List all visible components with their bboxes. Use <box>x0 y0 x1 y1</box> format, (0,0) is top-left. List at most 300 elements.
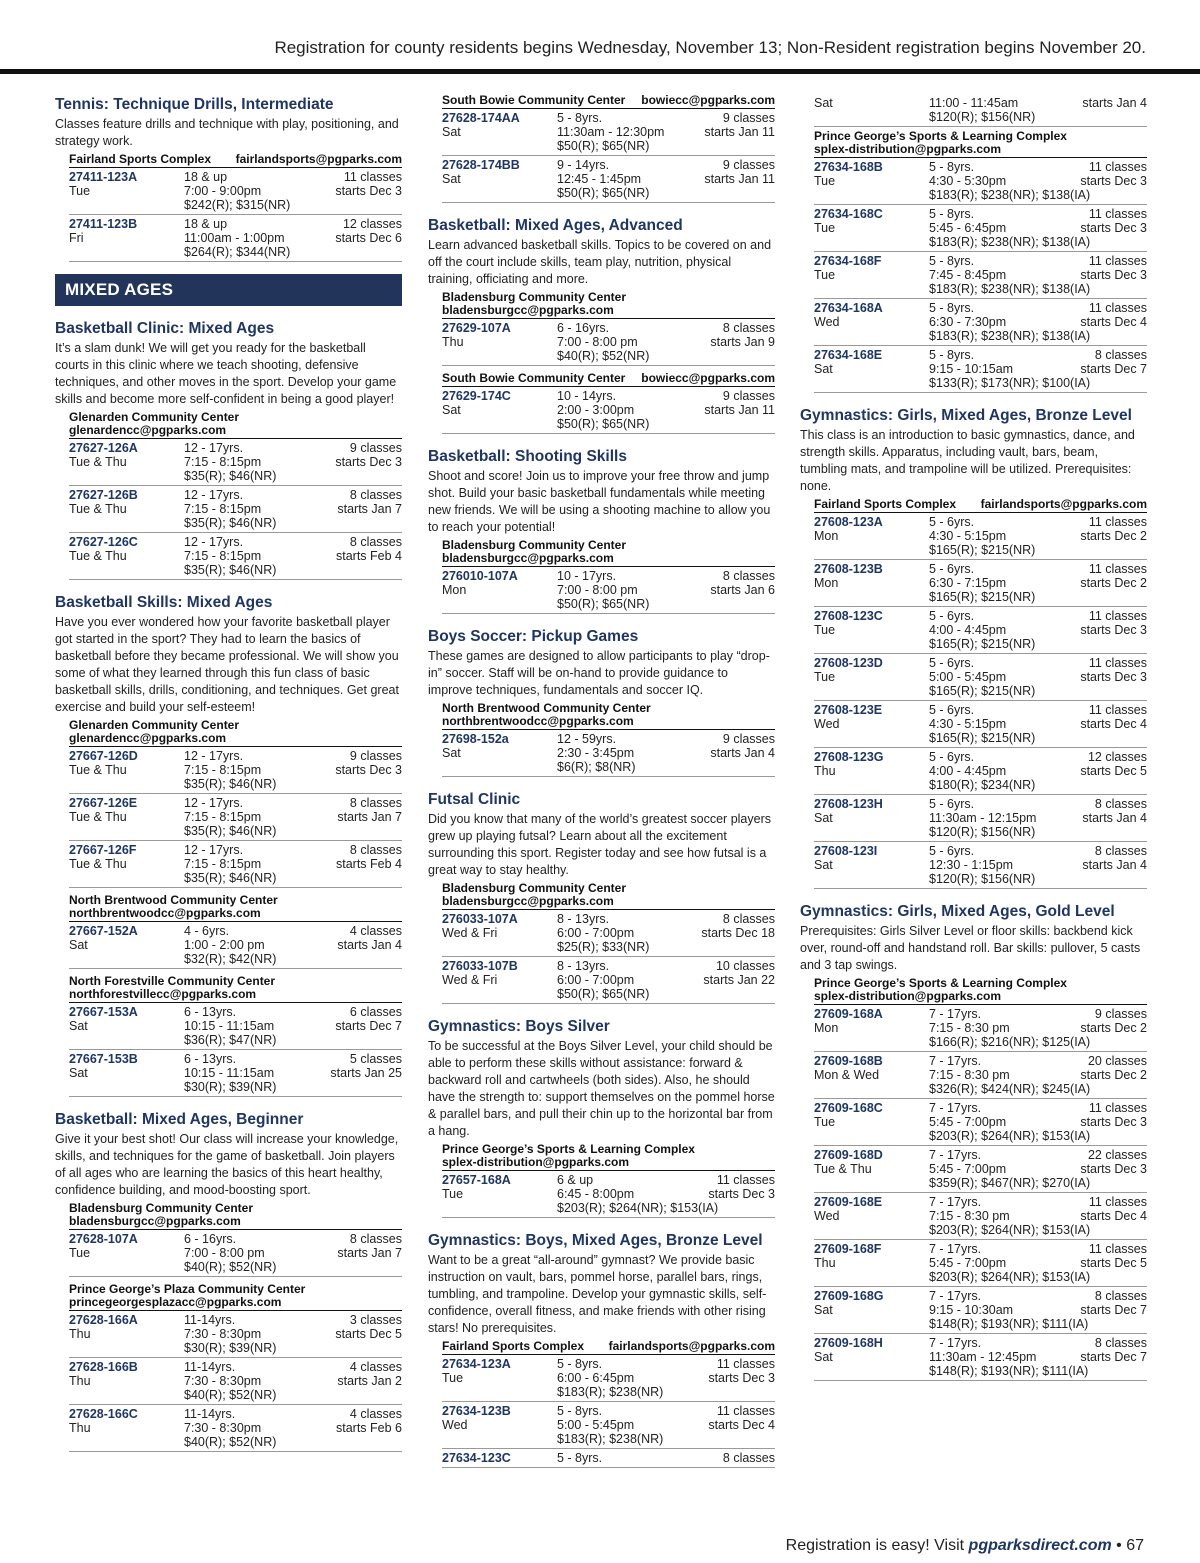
class-fee: $183(R); $238(NR) <box>557 1385 664 1399</box>
class-fee: $165(R); $215(NR) <box>929 590 1036 604</box>
class-count: 4 classes <box>349 924 402 938</box>
class-count: 11 classes <box>1088 1242 1147 1256</box>
class-count: 8 classes <box>1094 348 1147 362</box>
class-code[interactable]: 27667-152A <box>69 924 138 938</box>
location-email[interactable]: northforestvillecc@pgparks.com <box>69 987 257 1001</box>
class-code[interactable]: 27667-126E <box>69 796 138 810</box>
location-block <box>69 894 402 969</box>
schedule-row <box>814 748 1147 795</box>
class-fee: $148(R); $193(NR); $111(IA) <box>929 1317 1089 1331</box>
location-name: Prince George’s Sports & Learning Complex <box>814 976 1067 990</box>
age-range: 5 - 6yrs. <box>929 609 975 623</box>
class-code[interactable]: 27634-123C <box>442 1451 511 1465</box>
schedule-row <box>814 795 1147 842</box>
location-email[interactable]: northbrentwoodcc@pgparks.com <box>442 714 634 728</box>
course-description: Shoot and score! Join us to improve your free throw and jump shot. Build your basic basketball fundamentals while meeting new friends. We will be using a shooting machine to allow you to reach your potential! <box>428 469 771 534</box>
start-date: starts Dec 4 <box>708 1418 775 1432</box>
start-date: starts Dec 7 <box>1080 362 1147 376</box>
class-time: 7:15 - 8:15pm <box>184 502 262 516</box>
schedule-row <box>814 205 1147 252</box>
class-time: 11:00 - 11:45am <box>929 96 1019 110</box>
class-time: 7:30 - 8:30pm <box>184 1421 262 1435</box>
location-email[interactable]: bladensburgcc@pgparks.com <box>69 1214 241 1228</box>
age-range: 6 - 16yrs. <box>557 321 610 335</box>
class-time: 4:00 - 4:45pm <box>929 764 1007 778</box>
schedule-row <box>442 156 775 203</box>
location-header <box>442 882 775 910</box>
age-range: 5 - 8yrs. <box>929 207 975 221</box>
class-fee: $203(R); $264(NR); $153(IA) <box>557 1201 719 1215</box>
class-time: 10:15 - 11:15am <box>184 1066 275 1080</box>
age-range: 6 - 16yrs. <box>184 1232 237 1246</box>
class-day: Thu <box>69 1421 91 1435</box>
class-code[interactable]: 27628-174BB <box>442 158 520 172</box>
class-code[interactable]: 27627-126C <box>69 535 138 549</box>
age-range: 5 - 8yrs. <box>557 1357 603 1371</box>
class-time: 7:15 - 8:15pm <box>184 763 262 777</box>
class-day: Tue <box>814 623 836 637</box>
location-email[interactable]: bladensburgcc@pgparks.com <box>442 894 614 908</box>
schedule-row <box>442 109 775 156</box>
class-code[interactable]: 27698-152a <box>442 732 509 746</box>
location-name: Bladensburg Community Center <box>442 538 627 552</box>
location-email[interactable]: glenardencc@pgparks.com <box>69 731 227 745</box>
class-count: 3 classes <box>349 1313 402 1327</box>
start-date: starts Dec 4 <box>1080 315 1147 329</box>
class-fee: $165(R); $215(NR) <box>929 731 1036 745</box>
class-time: 7:15 - 8:30 pm <box>929 1021 1010 1035</box>
class-fee: $40(R); $52(NR) <box>184 1260 277 1274</box>
start-date: starts Jan 9 <box>710 335 775 349</box>
schedule-row <box>442 387 775 434</box>
location-name: North Brentwood Community Center <box>442 701 651 715</box>
class-time: 6:45 - 8:00pm <box>557 1187 635 1201</box>
start-date: starts Jan 11 <box>704 403 775 417</box>
location-email[interactable]: splex-distribution@pgparks.com <box>814 989 1002 1003</box>
schedule-row <box>442 910 775 957</box>
start-date: starts Dec 3 <box>1080 174 1147 188</box>
class-time: 9:15 - 10:30am <box>929 1303 1014 1317</box>
course-description: It’s a slam dunk! We will get you ready for the basketball courts in this clinic where we teach shooting, defensive techniques, and other moves in the sport. Develop your game skills and become more self-confident in being a good player! <box>55 341 397 406</box>
start-date: starts Dec 2 <box>1080 1068 1147 1082</box>
course-title: Gymnastics: Boys Silver <box>428 1018 610 1035</box>
location-email[interactable]: fairlandsports@pgparks.com <box>608 1339 775 1353</box>
class-code[interactable]: 27634-123A <box>442 1357 511 1371</box>
class-code[interactable]: 27667-126D <box>69 749 138 763</box>
location-email[interactable]: princegeorgesplazacc@pgparks.com <box>69 1295 282 1309</box>
class-code[interactable]: 27634-168F <box>814 254 882 268</box>
location-header <box>69 411 402 439</box>
class-code[interactable]: 27667-153A <box>69 1005 138 1019</box>
class-time: 7:00 - 8:00 pm <box>557 335 638 349</box>
registration-banner-text: Registration for county residents begins Wednesday, November 13; Non-Resident registration begins November 20. <box>274 38 1146 57</box>
class-time: 5:45 - 7:00pm <box>929 1256 1007 1270</box>
schedule-row <box>814 560 1147 607</box>
schedule-row <box>814 1193 1147 1240</box>
class-code[interactable]: 27667-153B <box>69 1052 138 1066</box>
column-2 <box>428 94 775 1468</box>
location-header <box>442 291 775 319</box>
class-day: Thu <box>814 764 836 778</box>
age-range: 7 - 17yrs. <box>929 1101 982 1115</box>
location-email[interactable]: fairlandsports@pgparks.com <box>980 497 1147 511</box>
class-code[interactable]: 27628-107A <box>69 1232 138 1246</box>
age-range: 5 - 6yrs. <box>929 750 975 764</box>
schedule-row <box>814 252 1147 299</box>
start-date: starts Jan 4 <box>1082 811 1147 825</box>
class-day: Mon <box>814 1021 839 1035</box>
class-day: Tue <box>814 221 836 235</box>
class-time: 7:30 - 8:30pm <box>184 1374 262 1388</box>
class-time: 7:30 - 8:30pm <box>184 1327 262 1341</box>
class-code[interactable]: 27629-174C <box>442 389 511 403</box>
class-count: 4 classes <box>349 1360 402 1374</box>
class-code[interactable]: 27609-168D <box>814 1148 883 1162</box>
start-date: starts Feb 4 <box>336 549 402 563</box>
schedule-row <box>69 486 402 533</box>
schedule-row <box>442 567 775 614</box>
class-code[interactable]: 27609-168A <box>814 1007 883 1021</box>
start-date: starts Dec 5 <box>335 1327 402 1341</box>
schedule-row <box>814 1099 1147 1146</box>
course-description: Did you know that many of the world’s greatest soccer players grew up playing futsal? Learn about all the excitement surrounding this sport. Register today and see how futsal is a great way to stay healthy. <box>428 812 771 877</box>
class-code[interactable]: 27411-123B <box>69 217 138 231</box>
class-code[interactable]: 27628-166A <box>69 1313 138 1327</box>
class-day: Wed <box>814 1209 840 1223</box>
class-fee: $35(R); $46(NR) <box>184 777 277 791</box>
class-count: 11 classes <box>1088 1195 1147 1209</box>
course-description: Learn advanced basketball skills. Topics to be covered on and off the court include skills, team play, nutrition, physical training, officiating and more. <box>428 238 772 286</box>
location-name: Prince George’s Sports & Learning Complex <box>814 129 1067 143</box>
class-count: 11 classes <box>716 1357 775 1371</box>
course-title: Futsal Clinic <box>428 791 521 808</box>
class-day: Tue <box>442 1371 464 1385</box>
location-email[interactable]: bladensburgcc@pgparks.com <box>442 551 614 565</box>
class-code[interactable]: 276010-107A <box>442 569 518 583</box>
class-day: Wed <box>442 1418 468 1432</box>
class-code[interactable]: 27608-123A <box>814 515 883 529</box>
class-fee: $326(R); $424(NR); $245(IA) <box>929 1082 1091 1096</box>
class-day: Tue & Thu <box>69 502 127 516</box>
course-description: Have you ever wondered how your favorite basketball player got started in the sport? They had to learn the basics of basketball before they became professional. We will show you some of what they learned through this fun class of basic basketball skills, drills, conditioning, and techniques. Get great exercise and build your self-esteem! <box>55 615 399 714</box>
class-day: Sat <box>814 96 833 110</box>
column-3 <box>800 94 1147 1381</box>
class-day: Mon <box>814 529 839 543</box>
class-code[interactable]: 27634-168C <box>814 207 883 221</box>
location-email[interactable]: bladensburgcc@pgparks.com <box>442 303 614 317</box>
start-date: starts Dec 3 <box>1080 623 1147 637</box>
age-range: 7 - 17yrs. <box>929 1336 982 1350</box>
class-time: 6:30 - 7:30pm <box>929 315 1007 329</box>
class-count: 6 classes <box>349 1005 402 1019</box>
class-code[interactable]: 27608-123E <box>814 703 883 717</box>
class-fee: $148(R); $193(NR); $111(IA) <box>929 1364 1089 1378</box>
start-date: starts Jan 11 <box>704 172 775 186</box>
age-range: 18 & up <box>184 217 228 231</box>
location-block <box>442 291 775 366</box>
class-day: Tue <box>814 670 836 684</box>
age-range: 7 - 17yrs. <box>929 1289 982 1303</box>
class-count: 8 classes <box>1094 797 1147 811</box>
location-block <box>69 719 402 888</box>
schedule-row <box>69 215 402 262</box>
class-fee: $6(R); $8(NR) <box>557 760 636 774</box>
schedule-row <box>814 701 1147 748</box>
class-code[interactable]: 27608-123I <box>814 844 878 858</box>
class-count: 8 classes <box>349 796 402 810</box>
class-count: 12 classes <box>342 217 402 231</box>
location-name: Prince George’s Sports & Learning Complex <box>442 1142 695 1156</box>
location-name: Prince George’s Plaza Community Center <box>69 1282 306 1296</box>
schedule-row <box>814 1005 1147 1052</box>
class-count: 9 classes <box>722 111 775 125</box>
class-day: Sat <box>69 938 88 952</box>
location-block <box>442 882 775 1004</box>
class-code[interactable]: 27634-168B <box>814 160 883 174</box>
class-count: 8 classes <box>349 1232 402 1246</box>
class-fee: $359(R); $467(NR); $270(IA) <box>929 1176 1091 1190</box>
age-range: 5 - 8yrs. <box>557 1404 603 1418</box>
class-count: 11 classes <box>1088 656 1147 670</box>
class-fee: $50(R); $65(NR) <box>557 186 650 200</box>
start-date: starts Jan 4 <box>710 746 775 760</box>
class-code[interactable]: 27609-168G <box>814 1289 884 1303</box>
class-code[interactable]: 276033-107A <box>442 912 518 926</box>
location-header <box>442 539 775 567</box>
class-code[interactable]: 27609-168E <box>814 1195 883 1209</box>
class-time: 6:00 - 7:00pm <box>557 926 635 940</box>
class-count: 11 classes <box>1088 160 1147 174</box>
schedule-row <box>69 1311 402 1358</box>
age-range: 12 - 17yrs. <box>184 749 244 763</box>
location-header <box>814 498 1147 513</box>
location-email[interactable]: splex-distribution@pgparks.com <box>442 1155 630 1169</box>
class-code[interactable]: 27628-166C <box>69 1407 138 1421</box>
class-fee: $35(R); $46(NR) <box>184 563 277 577</box>
class-count: 8 classes <box>722 321 775 335</box>
class-code[interactable]: 27608-123G <box>814 750 884 764</box>
course-description: To be successful at the Boys Silver Level, your child should be able to perform these skills without assistance: forward & backward roll and cartwheels (both sides). Also, he should have the strength to: support themselves on the pommel horse & parallel bars, and pull their chin up to the horizontal bar from a hang. <box>428 1039 775 1138</box>
class-code[interactable]: 27657-168A <box>442 1173 511 1187</box>
class-fee: $30(R); $39(NR) <box>184 1341 277 1355</box>
age-range: 7 - 17yrs. <box>929 1054 982 1068</box>
location-email[interactable]: splex-distribution@pgparks.com <box>814 142 1002 156</box>
class-code[interactable]: 27667-126F <box>69 843 137 857</box>
class-code[interactable]: 27609-168F <box>814 1242 882 1256</box>
class-fee: $50(R); $65(NR) <box>557 139 650 153</box>
class-day: Sat <box>814 362 833 376</box>
location-header <box>814 977 1147 1005</box>
location-header <box>814 130 1147 158</box>
course-title: Basketball Skills: Mixed Ages <box>55 594 273 611</box>
course-title: Gymnastics: Girls, Mixed Ages, Bronze Level <box>800 407 1132 424</box>
start-date: starts Feb 6 <box>336 1421 402 1435</box>
class-day: Tue & Thu <box>69 857 127 871</box>
class-fee: $25(R); $33(NR) <box>557 940 650 954</box>
class-fee: $180(R); $234(NR) <box>929 778 1036 792</box>
class-time: 11:30am - 12:45pm <box>929 1350 1037 1364</box>
page-footer <box>786 1537 1144 1555</box>
class-fee: $40(R); $52(NR) <box>184 1388 277 1402</box>
course-title: Basketball: Mixed Ages, Beginner <box>55 1111 304 1128</box>
class-code[interactable]: 27608-123C <box>814 609 883 623</box>
location-block <box>442 372 775 434</box>
course-title: Basketball: Shooting Skills <box>428 448 627 465</box>
location-email[interactable]: glenardencc@pgparks.com <box>69 423 227 437</box>
schedule-row <box>442 319 775 366</box>
start-date: starts Dec 4 <box>1080 1209 1147 1223</box>
location-name: Glenarden Community Center <box>69 718 240 732</box>
class-code[interactable]: 27411-123A <box>69 170 138 184</box>
schedule-row <box>69 168 402 215</box>
schedule-row <box>814 654 1147 701</box>
class-day: Tue <box>814 1115 836 1129</box>
age-range: 6 - 13yrs. <box>184 1005 237 1019</box>
class-day: Sat <box>442 172 461 186</box>
age-range: 6 & up <box>557 1173 594 1187</box>
class-day: Wed & Fri <box>442 926 498 940</box>
class-code[interactable]: 276033-107B <box>442 959 518 973</box>
location-block <box>442 1340 775 1468</box>
location-email[interactable]: bowiecc@pgparks.com <box>641 93 775 107</box>
location-email[interactable]: fairlandsports@pgparks.com <box>235 152 402 166</box>
location-header <box>442 1143 775 1171</box>
location-block <box>69 153 402 262</box>
class-fee: $50(R); $65(NR) <box>557 417 650 431</box>
class-code[interactable]: 27609-168H <box>814 1336 883 1350</box>
footer-site-link[interactable]: pgparksdirect.com <box>968 1537 1112 1554</box>
class-code[interactable]: 27634-168E <box>814 348 883 362</box>
class-code[interactable]: 27629-107A <box>442 321 511 335</box>
location-email[interactable]: northbrentwoodcc@pgparks.com <box>69 906 261 920</box>
class-day: Thu <box>69 1327 91 1341</box>
class-count: 5 classes <box>349 1052 402 1066</box>
top-banner <box>0 0 1200 74</box>
class-code[interactable]: 27627-126B <box>69 488 138 502</box>
class-count: 20 classes <box>1087 1054 1147 1068</box>
course-description: Prerequisites: Girls Silver Level or floor skills: backbend kick over, round-off and handstand roll. Bar skills: pullover, 5 casts and 3 tap swings. <box>800 924 1141 972</box>
location-name: Bladensburg Community Center <box>69 1201 254 1215</box>
class-fee: $120(R); $156(NR) <box>929 872 1036 886</box>
class-code[interactable]: 27628-166B <box>69 1360 138 1374</box>
age-range: 7 - 17yrs. <box>929 1195 982 1209</box>
age-range: 5 - 8yrs. <box>557 1451 603 1465</box>
class-fee: $120(R); $156(NR) <box>929 825 1036 839</box>
start-date: starts Dec 3 <box>708 1371 775 1385</box>
location-name: South Bowie Community Center <box>442 371 626 385</box>
schedule-row <box>442 1402 775 1449</box>
location-header <box>442 702 775 730</box>
course-title: Gymnastics: Boys, Mixed Ages, Bronze Level <box>428 1232 763 1249</box>
age-range: 8 - 13yrs. <box>557 912 610 926</box>
age-range: 12 - 59yrs. <box>557 732 617 746</box>
class-code[interactable]: 27634-168A <box>814 301 883 315</box>
location-header <box>442 1340 775 1355</box>
schedule-row <box>69 922 402 969</box>
start-date: starts Dec 3 <box>1080 670 1147 684</box>
class-day: Wed & Fri <box>442 973 498 987</box>
start-date: starts Dec 3 <box>708 1187 775 1201</box>
class-count: 8 classes <box>349 488 402 502</box>
course-title: Gymnastics: Girls, Mixed Ages, Gold Level <box>800 903 1115 920</box>
location-header <box>69 153 402 168</box>
class-code[interactable]: 27628-174AA <box>442 111 520 125</box>
class-fee: $120(R); $156(NR) <box>929 110 1036 124</box>
schedule-row <box>69 747 402 794</box>
class-count: 11 classes <box>1088 1101 1147 1115</box>
class-day: Sat <box>814 858 833 872</box>
age-range: 12 - 17yrs. <box>184 441 244 455</box>
start-date: starts Jan 4 <box>1082 858 1147 872</box>
age-range: 5 - 6yrs. <box>929 515 975 529</box>
class-count: 8 classes <box>722 912 775 926</box>
start-date: starts Jan 4 <box>1082 96 1147 110</box>
class-fee: $165(R); $215(NR) <box>929 543 1036 557</box>
class-fee: $35(R); $46(NR) <box>184 516 277 530</box>
class-count: 9 classes <box>722 389 775 403</box>
class-time: 7:00 - 8:00 pm <box>557 583 638 597</box>
age-range: 5 - 6yrs. <box>929 562 975 576</box>
class-code[interactable]: 27608-123D <box>814 656 883 670</box>
class-time: 11:30am - 12:15pm <box>929 811 1037 825</box>
class-day: Tue <box>69 184 91 198</box>
location-header <box>69 1202 402 1230</box>
location-block <box>814 977 1147 1381</box>
course-description: Classes feature drills and technique with play, positioning, and strategy work. <box>55 117 399 148</box>
location-email[interactable]: bowiecc@pgparks.com <box>641 371 775 385</box>
class-count: 11 classes <box>716 1173 775 1187</box>
start-date: starts Dec 3 <box>335 184 402 198</box>
age-range: 11-14yrs. <box>184 1407 236 1421</box>
class-day: Sat <box>814 1303 833 1317</box>
age-range: 5 - 8yrs. <box>557 111 603 125</box>
age-range: 5 - 8yrs. <box>929 348 975 362</box>
start-date: starts Jan 7 <box>337 1246 402 1260</box>
class-count: 22 classes <box>1087 1148 1147 1162</box>
start-date: starts Dec 7 <box>335 1019 402 1033</box>
class-code[interactable]: 27609-168B <box>814 1054 883 1068</box>
class-code[interactable]: 27627-126A <box>69 441 138 455</box>
class-code[interactable]: 27609-168C <box>814 1101 883 1115</box>
schedule-row <box>69 1405 402 1452</box>
class-day: Tue & Thu <box>69 810 127 824</box>
class-fee: $35(R); $46(NR) <box>184 871 277 885</box>
location-block <box>814 130 1147 393</box>
class-time: 6:30 - 7:15pm <box>929 576 1007 590</box>
class-code[interactable]: 27608-123H <box>814 797 883 811</box>
class-fee: $242(R); $315(NR) <box>184 198 291 212</box>
class-day: Tue <box>814 174 836 188</box>
age-range: 5 - 6yrs. <box>929 797 975 811</box>
start-date: starts Dec 4 <box>1080 717 1147 731</box>
location-block <box>442 1143 775 1218</box>
class-count: 9 classes <box>722 158 775 172</box>
class-time: 7:15 - 8:15pm <box>184 549 262 563</box>
class-day: Sat <box>69 1066 88 1080</box>
start-date: starts Dec 3 <box>335 455 402 469</box>
class-code[interactable]: 27634-123B <box>442 1404 511 1418</box>
start-date: starts Jan 22 <box>703 973 775 987</box>
course-title: Basketball Clinic: Mixed Ages <box>55 320 275 337</box>
class-code[interactable]: 27608-123B <box>814 562 883 576</box>
age-range: 12 - 17yrs. <box>184 796 244 810</box>
class-day: Tue <box>442 1187 464 1201</box>
class-time: 12:45 - 1:45pm <box>557 172 642 186</box>
class-count: 8 classes <box>1094 1289 1147 1303</box>
location-block <box>69 411 402 580</box>
age-range: 11-14yrs. <box>184 1313 236 1327</box>
schedule-row <box>442 957 775 1004</box>
